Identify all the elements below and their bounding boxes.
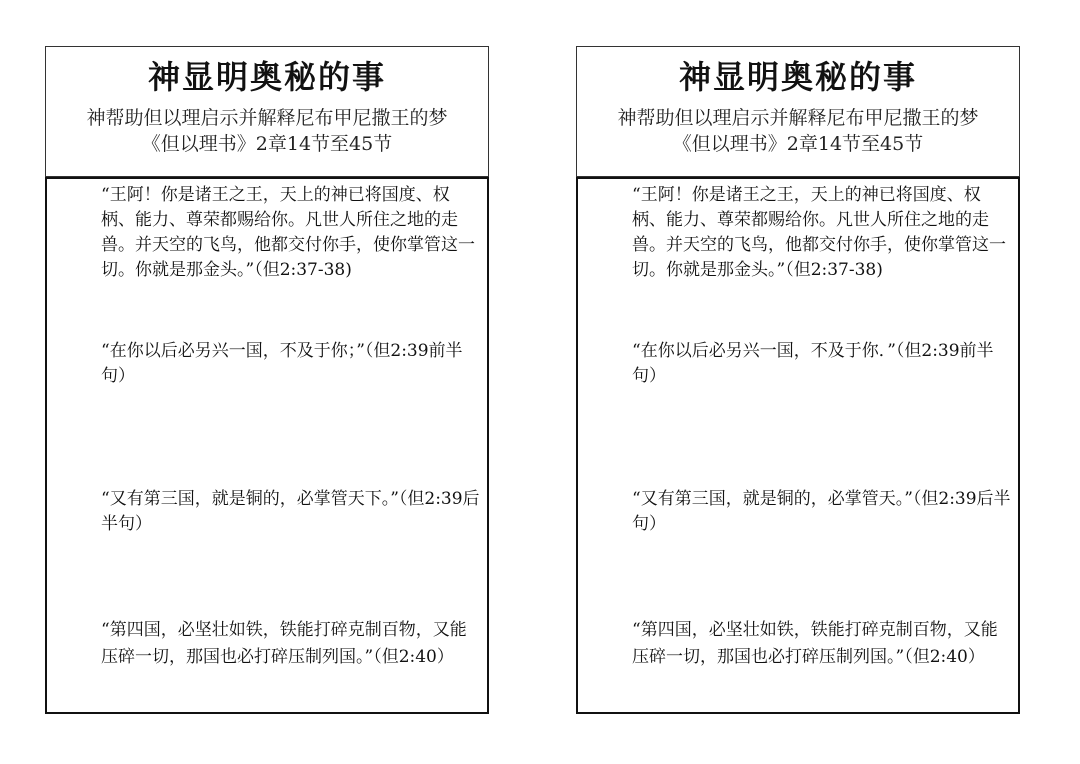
verse-gold-head: “王阿！你是诸王之王，天上的神已将国度、权柄、能力、尊荣都赐给你。凡世人所住之地的走兽。并天空的飞鸟，他都交付你手，使你掌管这一切。你就是那金头。”（但2:37-38) <box>101 185 475 280</box>
verse-third-kingdom: “又有第三国，就是铜的，必掌管天下。”（但2:39后半句） <box>101 489 480 534</box>
left-card <box>45 46 489 714</box>
right-card-header <box>576 46 1020 177</box>
card-subtitle: 神帮助但以理启示并解释尼布甲尼撒王的梦 <box>617 107 979 129</box>
verse-gold-head: “王阿！你是诸王之王，天上的神已将国度、权柄、能力、尊荣都赐给你。凡世人所住之地的走兽。并天空的飞鸟，他都交付你手，使你掌管这一切。你就是那金头。”（但2:37-38) <box>632 185 1006 280</box>
verse-second-kingdom: “在你以后必另兴一国，不及于你；”（但2:39前半句） <box>101 341 463 386</box>
right-card <box>576 46 1020 714</box>
verse-fourth-kingdom: “第四国，必坚壮如铁，铁能打碎克制百物，又能压碎一切，那国也必打碎压制列国。”（但2:40） <box>101 620 467 667</box>
verse-third-kingdom: “又有第三国，就是铜的，必掌管天。”（但2:39后半句） <box>632 489 1011 534</box>
card-title: 神显明奥秘的事 <box>678 58 917 96</box>
left-card-body <box>45 177 489 714</box>
scripture-reference: 《但以理书》2章14节至45节 <box>672 133 924 155</box>
card-title: 神显明奥秘的事 <box>147 58 386 96</box>
verse-fourth-kingdom: “第四国，必坚壮如铁，铁能打碎克制百物，又能压碎一切，那国也必打碎压制列国。”（但2:40） <box>632 620 998 667</box>
left-card-header <box>45 46 489 177</box>
scripture-reference: 《但以理书》2章14节至45节 <box>141 133 393 155</box>
verse-second-kingdom: “在你以后必另兴一国，不及于你．”（但2:39前半句） <box>632 341 994 386</box>
right-card-body <box>576 177 1020 714</box>
card-subtitle: 神帮助但以理启示并解释尼布甲尼撒王的梦 <box>86 107 448 129</box>
